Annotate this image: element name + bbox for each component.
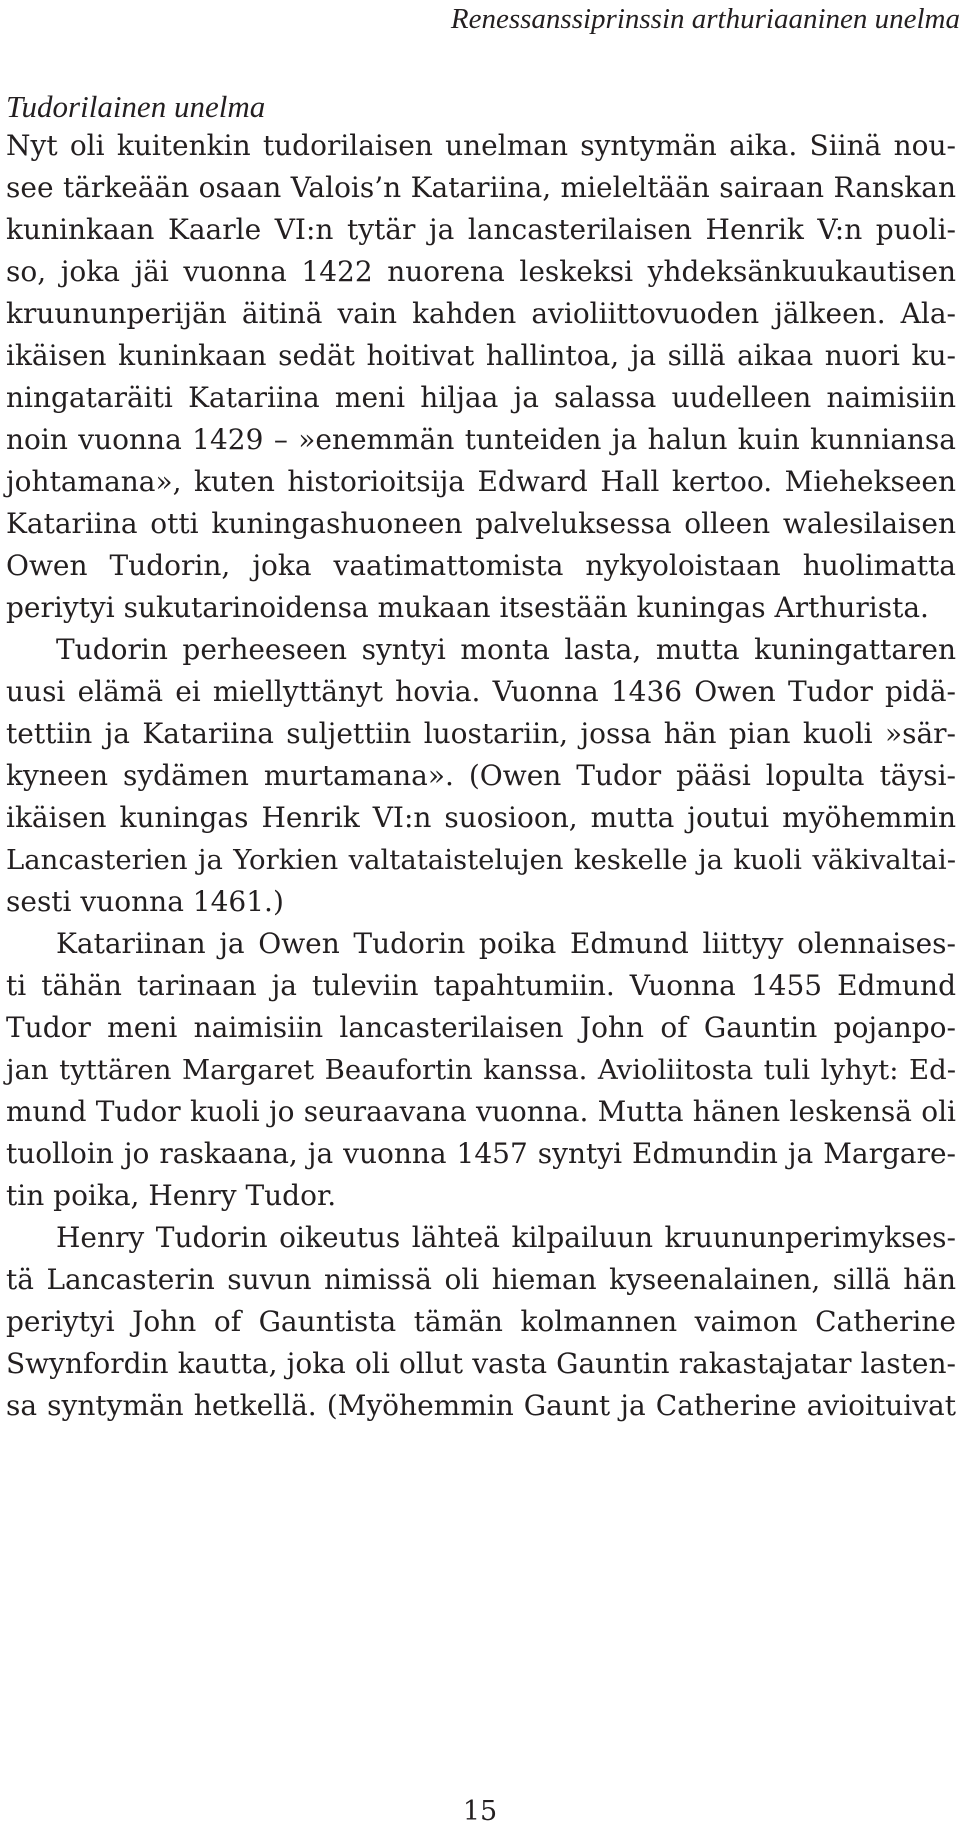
text-line: kyneen sydämen murtamana». (Owen Tudor pääsi lopulta täysi- [6, 759, 956, 792]
text-line: Tudorin perheeseen syntyi monta lasta, mutta kuningattaren [56, 633, 956, 666]
text-line: periytyi sukutarinoidensa mukaan itsestään kuningas Arthurista. [6, 591, 929, 624]
text-line: Katariinan ja Owen Tudorin poika Edmund liittyy olennaises- [56, 927, 956, 960]
text-line: ningataräiti Katariina meni hiljaa ja salassa uudelleen naimisiin [6, 381, 956, 414]
running-header: Renessanssiprinssin arthuriaaninen unelma [450, 3, 960, 35]
text-line: noin vuonna 1429 – »enemmän tunteiden ja halun kuin kunniansa [6, 423, 956, 456]
text-line: tin poika, Henry Tudor. [6, 1179, 337, 1212]
text-line: johtamana», kuten historioitsija Edward Hall kertoo. Miehekseen [6, 465, 956, 498]
text-line: ikäisen kuningas Henrik VI:n suosioon, mutta joutui myöhemmin [6, 801, 956, 834]
text-line: kuninkaan Kaarle VI:n tytär ja lancasterilaisen Henrik V:n puoli- [6, 213, 956, 246]
text-line: uusi elämä ei miellyttänyt hovia. Vuonna 1436 Owen Tudor pidä- [6, 675, 956, 708]
text-line: Henry Tudorin oikeutus lähteä kilpailuun kruununperimykses- [56, 1221, 956, 1254]
text-line: jan tyttären Margaret Beaufortin kanssa. Avioliitosta tuli lyhyt: Ed- [6, 1054, 956, 1086]
text-line: Lancasterien ja Yorkien valtataistelujen keskelle ja kuoli väkivaltai- [6, 844, 956, 876]
section-heading: Tudorilainen unelma [6, 89, 266, 124]
text-line: tä Lancasterin suvun nimissä oli hieman kyseenalainen, sillä hän [6, 1263, 956, 1296]
text-line: ikäisen kuninkaan sedät hoitivat hallintoa, ja sillä aikaa nuori ku- [6, 339, 956, 372]
text-line: Nyt oli kuitenkin tudorilaisen unelman syntymän aika. Siinä nou- [6, 129, 956, 162]
text-line: tettiin ja Katariina suljettiin luostariin, jossa hän pian kuoli »sär- [6, 717, 956, 750]
text-line: see tärkeään osaan Valois’n Katariina, mieleltään sairaan Ranskan [6, 171, 956, 204]
text-line: Swynfordin kautta, joka oli ollut vasta Gauntin rakastajatar lasten- [6, 1347, 956, 1380]
text-line: so, joka jäi vuonna 1422 nuorena leskeksi yhdeksänkuukautisen [6, 255, 956, 288]
text-line: sesti vuonna 1461.) [6, 885, 284, 918]
text-line: mund Tudor kuoli jo seuraavana vuonna. Mutta hänen leskensä oli [6, 1095, 956, 1128]
text-line: Tudor meni naimisiin lancasterilaisen John of Gauntin pojanpo- [6, 1011, 956, 1044]
text-line: kruununperijän äitinä vain kahden avioliittovuoden jälkeen. Ala- [6, 297, 956, 330]
page-number: 15 [462, 1796, 498, 1827]
text-line: ti tähän tarinaan ja tuleviin tapahtumiin. Vuonna 1455 Edmund [6, 969, 956, 1002]
text-line: Katariina otti kuningashuoneen palveluksessa olleen walesilaisen [6, 507, 956, 540]
text-line: periytyi John of Gauntista tämän kolmannen vaimon Catherine [6, 1305, 956, 1338]
text-line: tuolloin jo raskaana, ja vuonna 1457 syntyi Edmundin ja Margare- [6, 1137, 956, 1170]
text-line: sa syntymän hetkellä. (Myöhemmin Gaunt ja Catherine avioituivat [6, 1389, 956, 1422]
text-line: Owen Tudorin, joka vaatimattomista nykyoloistaan huolimatta [6, 549, 956, 582]
